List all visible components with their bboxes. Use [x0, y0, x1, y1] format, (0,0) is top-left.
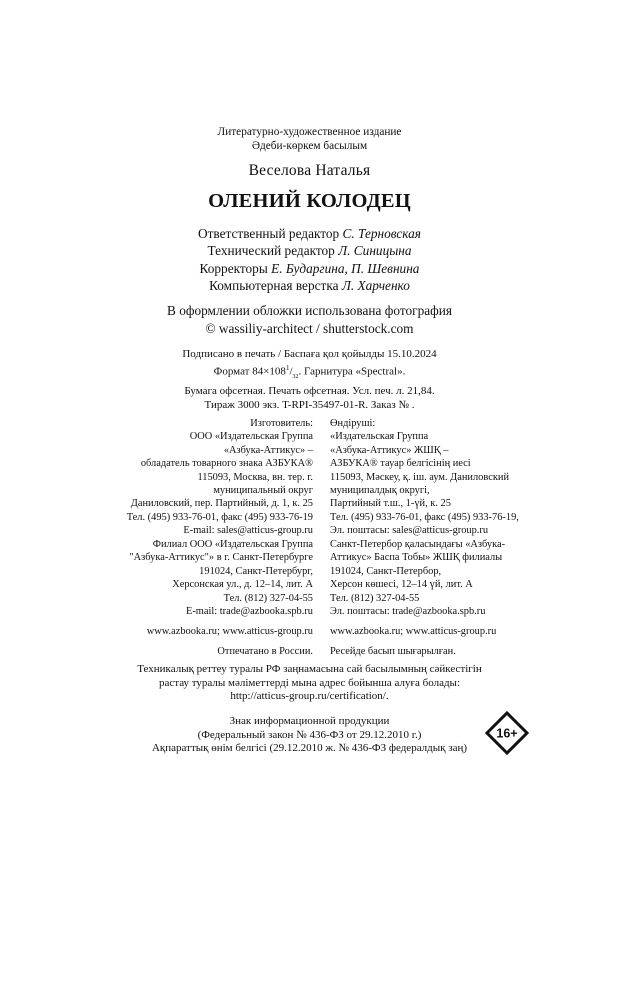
branch-ru-line: Тел. (812) 327-04-55	[223, 592, 313, 604]
info-sign-line: (Федеральный закон № 436-ФЗ от 29.12.2010 г.)	[197, 728, 422, 741]
cover-credit	[0, 302, 619, 337]
book-title: ОЛЕНИЙ КОЛОДЕЦ	[208, 190, 411, 212]
print-signed-date: Подписано в печать / Баспаға қол қойылды 15.10.2024	[182, 348, 437, 360]
print-run: Тираж 3000 экз. T-RPI-35497-01-R. Заказ № .	[204, 398, 415, 411]
manufacturer-kz-line: Партийный т.ш., 1-үй, к. 25	[330, 498, 451, 510]
format-slash: /	[289, 365, 293, 378]
info-sign-line: Знак информационной продукции	[229, 715, 390, 727]
manufacturer-ru	[50, 417, 313, 538]
branch-kz-line: Херсон көшесі, 12–14 үй, лит. А	[330, 579, 473, 591]
credit-name: Л. Синицына	[338, 243, 412, 259]
certification-note	[0, 663, 619, 704]
age-rating-badge	[485, 711, 529, 755]
credit-role: Ответственный редактор	[198, 226, 340, 241]
credit-line	[0, 225, 619, 242]
manufacturer-ru-line: обладатель товарного знака АЗБУКА®	[140, 458, 313, 470]
credit-role: Корректоры	[199, 260, 268, 276]
credit-role: Технический редактор	[207, 243, 335, 259]
info-sign-line: Ақпараттық өнім белгісі (29.12.2010 ж. № 436-ФЗ федералдық заң)	[151, 742, 468, 755]
edition-type	[0, 125, 619, 153]
manufacturer-ru-line: ООО «Издательская Группа	[189, 431, 313, 443]
format-font: . Гарнитура «Spectral».	[298, 365, 406, 378]
branch-ru-line: Филиал ООО «Издательская Группа	[152, 539, 313, 550]
edition-type-ru: Литературно-художественное издание	[217, 126, 402, 138]
printed-in-ru: Отпечатано в России.	[217, 646, 313, 657]
credit-line	[0, 260, 619, 277]
print-details	[0, 347, 619, 412]
manufacturer-ru-line: Тел. (495) 933-76-01, факс (495) 933-76-19	[126, 511, 313, 523]
credit-name: Е. Бударгина, П. Шевнина	[271, 260, 420, 276]
format-numerator: 1	[285, 364, 290, 372]
credits-block	[0, 225, 619, 294]
branch-ru-line: "Азбука-Аттикус"» в г. Санкт-Петербурге	[129, 552, 313, 564]
branch-kz-line: 191024, Санкт-Петербор,	[330, 565, 442, 577]
websites-kz: www.azbooka.ru; www.atticus-group.ru	[330, 626, 497, 637]
branch-kz	[330, 538, 600, 618]
manufacturer-ru-line: Даниловский, пер. Партийный, д. 1, к. 25	[130, 498, 313, 510]
manufacturer-ru-line: Изготовитель:	[250, 418, 313, 429]
manufacturer-ru-line: муниципальный округ	[213, 485, 313, 497]
print-format	[0, 361, 619, 384]
format-denominator: 32	[292, 373, 299, 380]
format-text: Формат 84×108	[213, 365, 286, 378]
certification-line: растау туралы мәліметтерді мына адрес бойынша алуға болады:	[158, 676, 461, 689]
manufacturer-kz-email: Эл. поштасы: sales@atticus-group.ru	[330, 525, 489, 537]
cover-credit-line: В оформлении обложки использована фотография	[167, 303, 452, 318]
print-paper: Бумага офсетная. Печать офсетная. Усл. печ. л. 21,84.	[184, 384, 435, 397]
age-rating-text: 16+	[496, 726, 518, 741]
branch-kz-email: Эл. поштасы: trade@azbooka.spb.ru	[330, 606, 486, 618]
manufacturer-kz-line: муниципалдық округі,	[330, 485, 430, 497]
credit-line	[0, 277, 619, 294]
certification-line: Техникалық реттеу туралы РФ заңнамасына сай басылымның сәйкестігін	[137, 663, 482, 675]
manufacturer-kz-line: «Азбука-Аттикус» ЖШҚ –	[330, 444, 449, 456]
cover-credit-copyright: © wassiliy-architect / shutterstock.com	[205, 320, 414, 336]
manufacturer-kz-line: Тел. (495) 933-76-01, факс (495) 933-76-19,	[330, 511, 519, 523]
printed-in-kz: Ресейде басып шығарылған.	[330, 646, 456, 657]
certification-url: http://atticus-group.ru/certification/.	[230, 690, 389, 703]
branch-ru-line: 191024, Санкт-Петербург,	[199, 565, 313, 577]
manufacturer-kz-line: Өндіруші:	[330, 418, 376, 429]
manufacturer-ru-line: 115093, Москва, вн. тер. г.	[197, 471, 313, 483]
branch-ru-email: E-mail: trade@azbooka.spb.ru	[186, 606, 313, 618]
manufacturer-kz-line: АЗБУКА® тауар белгісінің иесі	[330, 458, 471, 470]
credit-name: С. Терновская	[342, 226, 421, 241]
edition-type-kz: Әдеби-көркем басылым	[251, 140, 368, 152]
credit-name: Л. Харченко	[341, 277, 410, 293]
branch-kz-line: Аттикус» Баспа Тобы» ЖШҚ филиалы	[330, 552, 503, 564]
branch-kz-line: Тел. (812) 327-04-55	[330, 592, 420, 604]
manufacturer-ru-line: «Азбука-Аттикус» –	[223, 444, 313, 456]
websites-ru: www.azbooka.ru; www.atticus-group.ru	[146, 626, 313, 637]
book-author: Веселова Наталья	[248, 162, 371, 179]
manufacturer-kz	[330, 417, 600, 538]
branch-ru	[50, 538, 313, 618]
manufacturer-ru-email: E-mail: sales@atticus-group.ru	[183, 525, 313, 537]
credit-role: Компьютерная верстка	[209, 277, 339, 293]
manufacturer-kz-line: «Издательская Группа	[330, 431, 429, 443]
manufacturer-kz-line: 115093, Мәскеу, қ. іш. аум. Даниловский	[330, 471, 510, 483]
branch-ru-line: Херсонская ул., д. 12–14, лит. А	[172, 579, 313, 591]
branch-kz-line: Санкт-Петербор қаласындағы «Азбука-	[330, 539, 506, 550]
credit-line	[0, 242, 619, 259]
